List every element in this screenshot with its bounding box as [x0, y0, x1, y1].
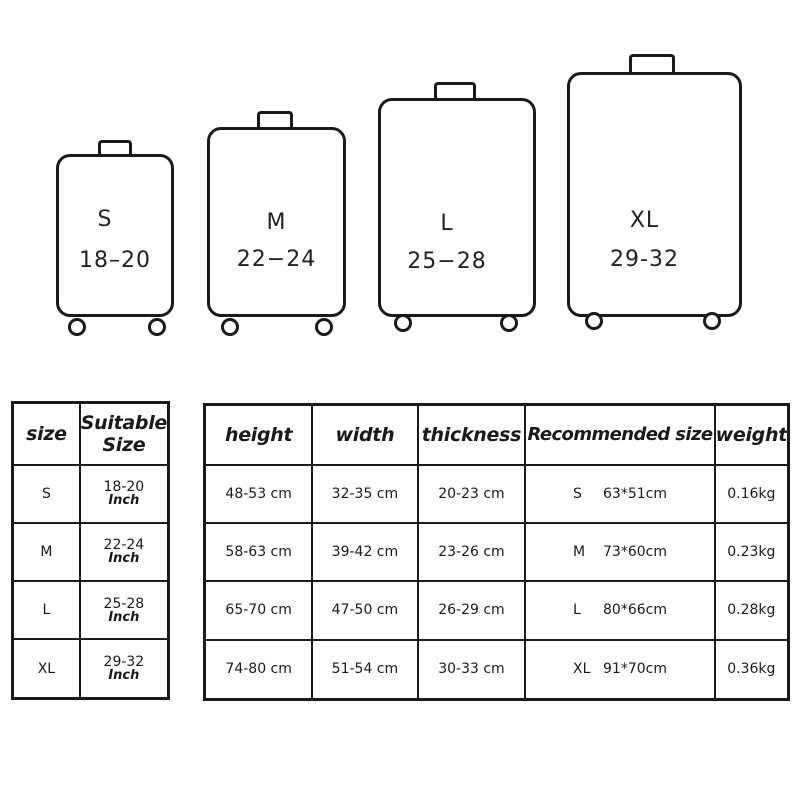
- weight-cell: 0.28kg: [715, 581, 789, 639]
- suitcase-range-label: 29-32: [610, 247, 679, 272]
- wheel-icon: [703, 312, 721, 330]
- thickness-cell: 26-29 cm: [418, 581, 526, 639]
- recommended-size-letter: S: [573, 485, 582, 502]
- suitcase-range-label: 18–20: [79, 248, 151, 273]
- spec-table: [203, 403, 790, 701]
- suitcase-body: [207, 127, 346, 317]
- range-cell: [80, 523, 169, 581]
- header-suitable-line1: Suitable: [80, 411, 167, 434]
- recommended-size-dims: 63*51cm: [603, 485, 667, 502]
- range-value: 18-20: [103, 479, 145, 496]
- width-cell: 39-42 cm: [312, 523, 417, 581]
- width-cell: 47-50 cm: [312, 581, 417, 639]
- header-suitable-line2: Size: [102, 433, 146, 456]
- header-weight: weight: [715, 405, 789, 465]
- header-recommended-size: Recommended size: [525, 405, 714, 465]
- suitcase-size-label: S: [97, 207, 113, 232]
- recommended-size-dims: 91*70cm: [603, 661, 667, 678]
- range-cell: [80, 581, 169, 639]
- recommended-size-letter: M: [573, 544, 586, 561]
- table-row: [13, 581, 169, 639]
- recommended-size-letter: XL: [573, 661, 591, 678]
- table-row: [205, 581, 789, 639]
- range-cell: [80, 639, 169, 698]
- header-height: height: [205, 405, 313, 465]
- suitcase-body: [378, 98, 536, 317]
- weight-cell: 0.36kg: [715, 640, 789, 700]
- wheel-icon: [221, 318, 239, 336]
- suitcase-l: [378, 82, 538, 335]
- table-row: [205, 640, 789, 700]
- suitcase-xl: [567, 54, 743, 335]
- range-unit: Inch: [108, 493, 140, 509]
- table-row: [13, 523, 169, 581]
- suitcase-range-label: 22−24: [236, 247, 317, 272]
- width-cell: 51-54 cm: [312, 640, 417, 700]
- recommended-size-dims: 80*66cm: [603, 602, 667, 619]
- table-header-row: [13, 403, 169, 465]
- range-cell: [80, 465, 169, 523]
- header-thickness: thickness: [418, 405, 526, 465]
- recommended-cell: [525, 640, 714, 700]
- recommended-cell: [525, 465, 714, 523]
- table-header-row: [205, 405, 789, 465]
- suitcase-range-label: 25−28: [407, 249, 487, 274]
- recommended-cell: [525, 523, 714, 581]
- suitcase-size-label: M: [266, 210, 287, 235]
- thickness-cell: 23-26 cm: [418, 523, 526, 581]
- wheel-icon: [68, 318, 86, 336]
- size-cell: L: [13, 581, 80, 639]
- height-cell: 48-53 cm: [205, 465, 313, 523]
- table-row: [205, 465, 789, 523]
- suitcase-m: [207, 111, 347, 335]
- range-value: 29-32: [103, 654, 145, 671]
- wheel-icon: [148, 318, 166, 336]
- weight-cell: 0.16kg: [715, 465, 789, 523]
- table-row: [13, 465, 169, 523]
- range-value: 22-24: [103, 537, 145, 554]
- range-value: 25-28: [103, 595, 145, 612]
- recommended-size-dims: 73*60cm: [603, 544, 667, 561]
- thickness-cell: 20-23 cm: [418, 465, 526, 523]
- size-cell: M: [13, 523, 80, 581]
- range-unit: Inch: [108, 609, 140, 625]
- wheel-icon: [500, 314, 518, 332]
- header-size: size: [13, 403, 80, 465]
- recommended-size-letter: L: [573, 602, 581, 619]
- range-unit: Inch: [108, 551, 140, 567]
- height-cell: 58-63 cm: [205, 523, 313, 581]
- thickness-cell: 30-33 cm: [418, 640, 526, 700]
- recommended-cell: [525, 581, 714, 639]
- size-table: [11, 401, 170, 700]
- wheel-icon: [394, 314, 412, 332]
- header-suitable-size: [80, 403, 169, 465]
- wheel-icon: [315, 318, 333, 336]
- suitcase-body: [567, 72, 742, 317]
- height-cell: 65-70 cm: [205, 581, 313, 639]
- suitcase-size-label: XL: [629, 208, 660, 233]
- width-cell: 32-35 cm: [312, 465, 417, 523]
- table-row: [13, 639, 169, 698]
- size-cell: XL: [13, 639, 80, 698]
- suitcase-size-label: L: [440, 211, 454, 236]
- weight-cell: 0.23kg: [715, 523, 789, 581]
- suitcase-s: [56, 140, 176, 335]
- suitcase-body: [56, 154, 174, 317]
- range-unit: Inch: [108, 668, 140, 684]
- size-cell: S: [13, 465, 80, 523]
- table-row: [205, 523, 789, 581]
- wheel-icon: [585, 312, 603, 330]
- height-cell: 74-80 cm: [205, 640, 313, 700]
- header-width: width: [312, 405, 417, 465]
